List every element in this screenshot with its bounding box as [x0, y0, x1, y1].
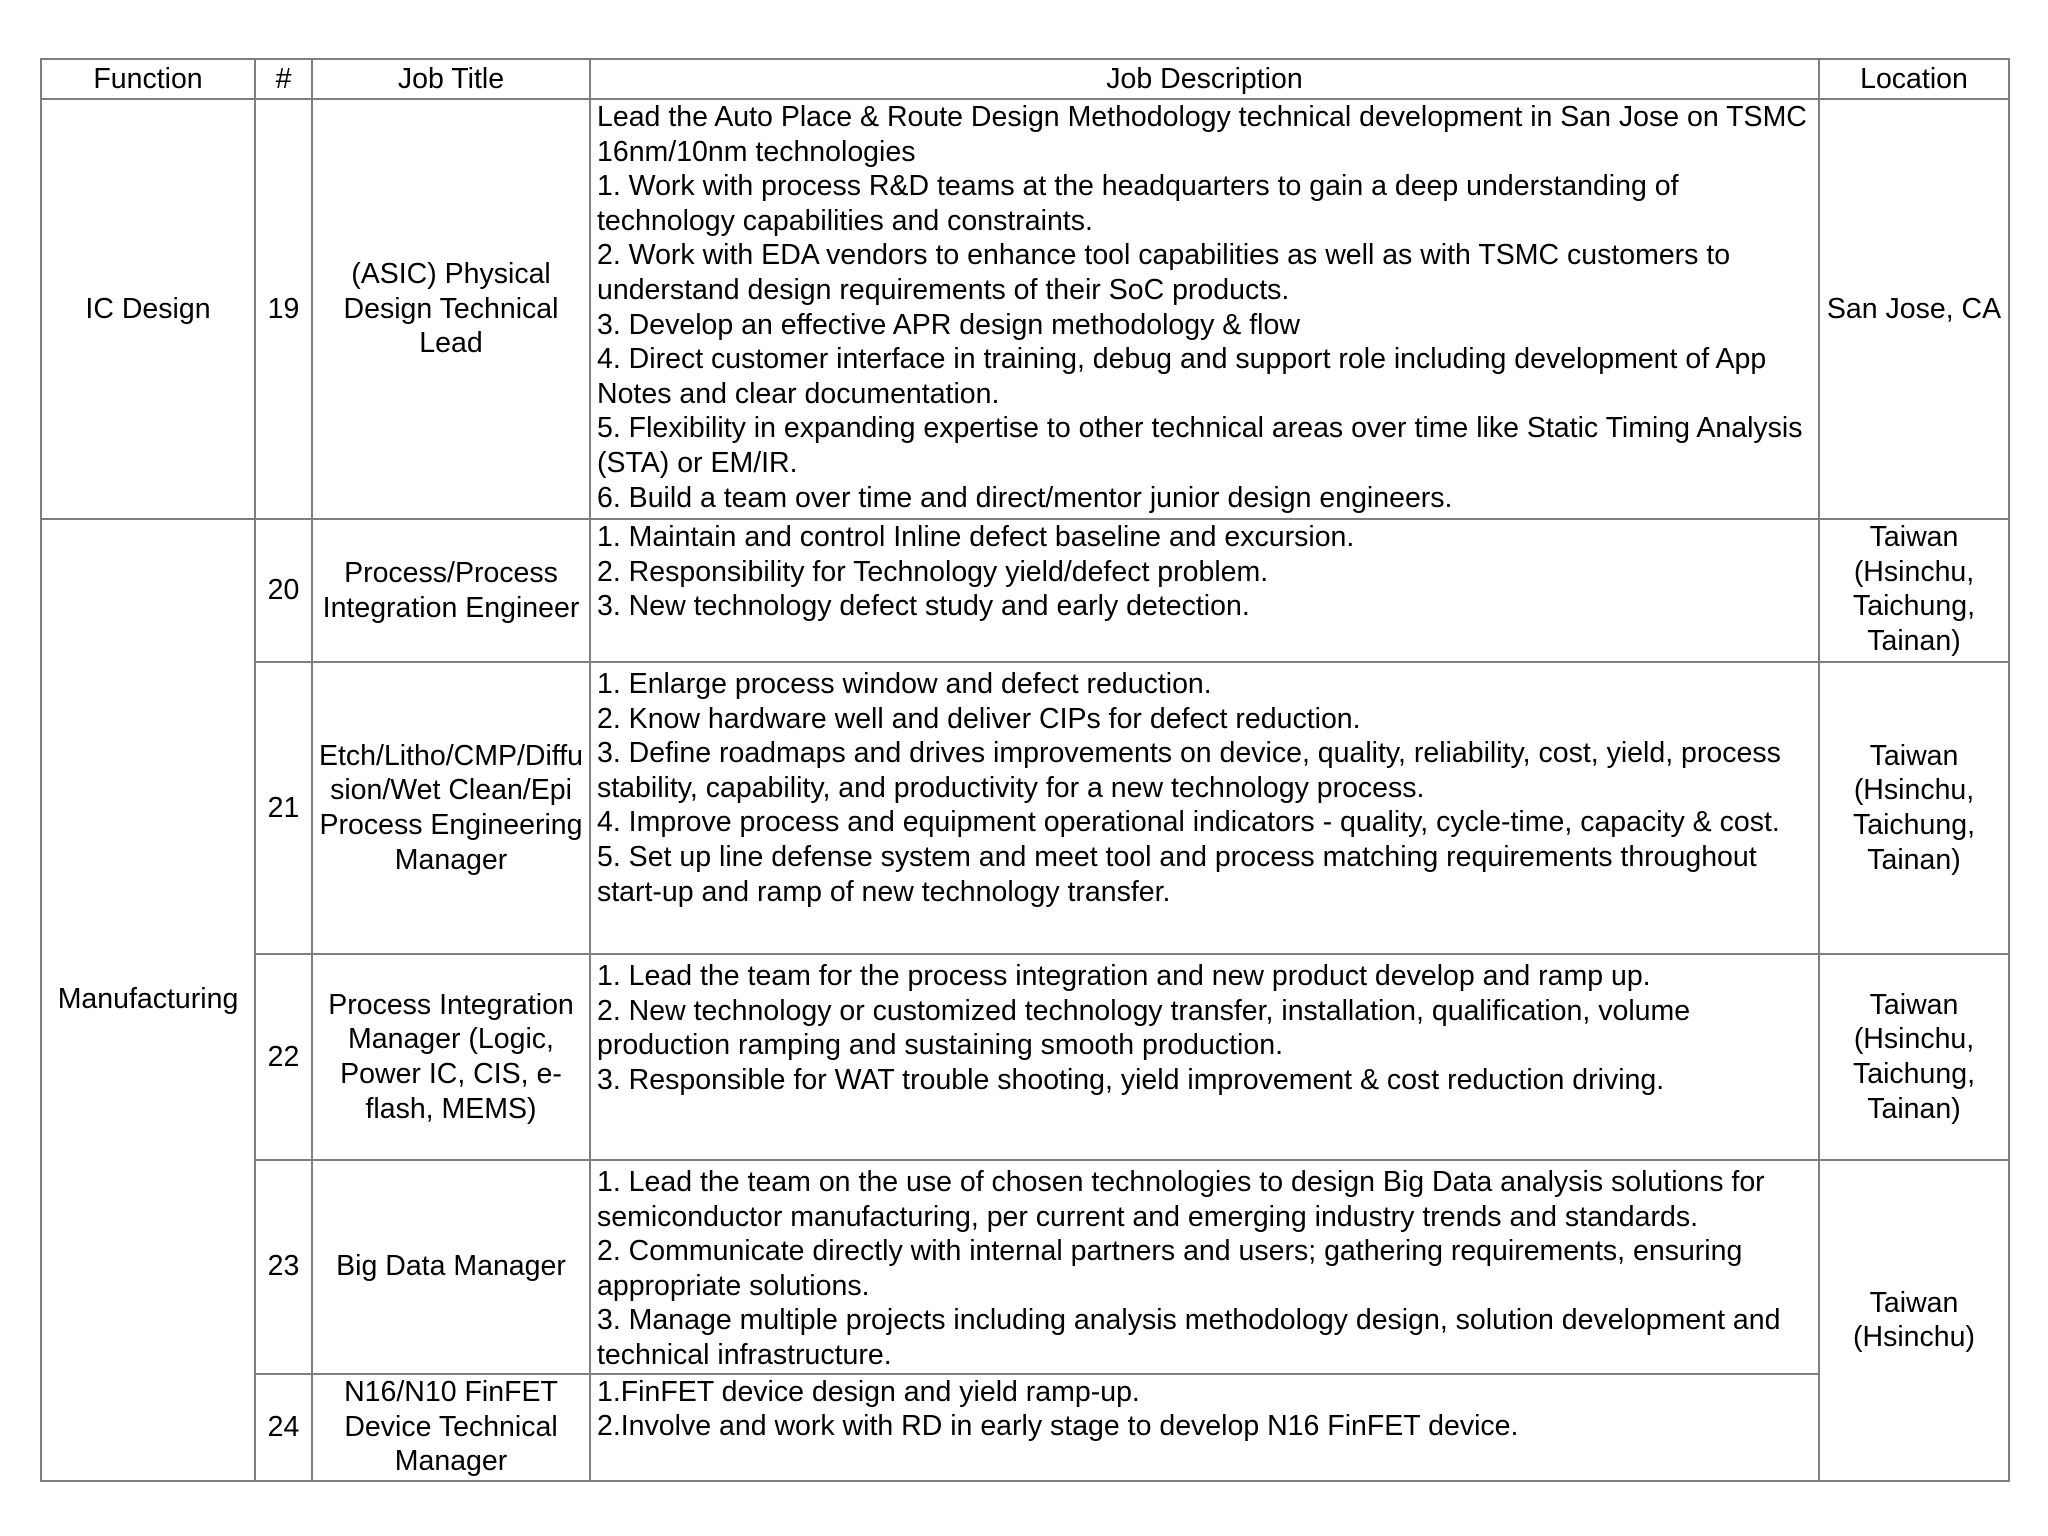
description-line: 1. Lead the team for the process integration and new product develop and ramp up. — [597, 960, 1651, 992]
header-location: Location — [1819, 59, 2009, 99]
job-number-cell: 23 — [255, 1160, 312, 1374]
description-line: 2. Communicate directly with internal partners and users; gathering requirements, ensuring appropriate solutions. — [597, 1235, 1743, 1302]
location-cell: Taiwan (Hsinchu, Taichung, Tainan) — [1819, 954, 2009, 1160]
description-line: 3. Develop an effective APR design methodology & flow — [597, 308, 1300, 341]
description-line: 4. Improve process and equipment operational indicators - quality, cycle-time, capacity & cost. — [597, 806, 1780, 839]
header-job-description: Job Description — [590, 59, 1819, 99]
description-line: 6. Build a team over time and direct/mentor junior design engineers. — [597, 481, 1453, 514]
description-line: 1. Lead the team on the use of chosen technologies to design Big Data analysis solutions for semiconductor manufacturing, per current and emerging industry trends and standards. — [597, 1166, 1765, 1233]
location-cell: Taiwan (Hsinchu) — [1819, 1160, 2009, 1481]
job-title-cell: (ASIC) Physical Design Technical Lead — [312, 99, 590, 519]
table-row — [41, 954, 2009, 1160]
description-line: 4. Direct customer interface in training, debug and support role including development of App Notes and clear documentation. — [597, 343, 1767, 410]
header-number: # — [255, 59, 312, 99]
job-title-cell: Process Integration Manager (Logic, Power IC, CIS, e-flash, MEMS) — [312, 954, 590, 1160]
job-description-cell — [590, 519, 1819, 662]
description-line: 3. Responsible for WAT trouble shooting, yield improvement & cost reduction driving. — [597, 1063, 1665, 1096]
function-cell: IC Design — [41, 99, 255, 519]
description-line: 1.FinFET device design and yield ramp-up. — [597, 1375, 1140, 1408]
job-title-cell: Process/Process Integration Engineer — [312, 519, 590, 662]
description-line: 5. Set up line defense system and meet tool and process matching requirements throughout start-up and ramp of new technology transfer. — [597, 840, 1757, 908]
location-cell: Taiwan (Hsinchu, Taichung, Tainan) — [1819, 519, 2009, 662]
table-row — [41, 519, 2009, 662]
header-row — [41, 59, 2009, 99]
description-line: 3. Manage multiple projects including analysis methodology design, solution development and technical infrastructure. — [597, 1304, 1781, 1371]
description-line: 1. Work with process R&D teams at the headquarters to gain a deep understanding of technology capabilities and constraints. — [597, 170, 1679, 237]
header-function: Function — [41, 59, 255, 99]
description-line: 2. New technology or customized technology transfer, installation, qualification, volume production ramping and sustaining smooth production. — [597, 994, 1691, 1062]
job-number-cell: 22 — [255, 954, 312, 1160]
description-line: 1. Maintain and control Inline defect baseline and excursion. — [597, 521, 1355, 553]
job-openings-table — [40, 58, 2010, 1482]
function-cell: Manufacturing — [41, 519, 255, 1481]
location-cell: San Jose, CA — [1819, 99, 2009, 519]
table-row — [41, 99, 2009, 519]
table-row — [41, 1374, 2009, 1481]
job-description-cell — [590, 662, 1819, 954]
description-line: 2. Know hardware well and deliver CIPs for defect reduction. — [597, 702, 1361, 735]
description-line: 2. Responsibility for Technology yield/defect problem. — [597, 555, 1269, 588]
description-line: 5. Flexibility in expanding expertise to other technical areas over time like Static Timing Analysis (STA) or EM/IR. — [597, 412, 1803, 479]
job-title-cell: Big Data Manager — [312, 1160, 590, 1374]
job-number-cell: 21 — [255, 662, 312, 954]
description-line: Lead the Auto Place & Route Design Methodology technical development in San Jose on TSMC 16nm/10nm technologies — [597, 101, 1807, 168]
table-row — [41, 662, 2009, 954]
job-description-cell — [590, 1374, 1819, 1481]
job-title-cell: N16/N10 FinFET Device Technical Manager — [312, 1374, 590, 1481]
description-line: 3. Define roadmaps and drives improvements on device, quality, reliability, cost, yield, process stability, capability, and productivity for a new technology process. — [597, 737, 1781, 804]
job-title-cell: Etch/Litho/CMP/Diffusion/Wet Clean/Epi Process Engineering Manager — [312, 662, 590, 954]
job-number-cell: 24 — [255, 1374, 312, 1481]
location-cell: Taiwan (Hsinchu, Taichung, Tainan) — [1819, 662, 2009, 954]
header-job-title: Job Title — [312, 59, 590, 99]
description-line: 2. Work with EDA vendors to enhance tool capabilities as well as with TSMC customers to understand design requirements of their SoC products. — [597, 239, 1731, 306]
job-number-cell: 19 — [255, 99, 312, 519]
job-description-cell — [590, 1160, 1819, 1374]
job-description-cell — [590, 99, 1819, 519]
table-row — [41, 1160, 2009, 1374]
job-number-cell: 20 — [255, 519, 312, 662]
description-line: 2.Involve and work with RD in early stage to develop N16 FinFET device. — [597, 1410, 1519, 1443]
description-line: 3. New technology defect study and early detection. — [597, 590, 1250, 623]
description-line: 1. Enlarge process window and defect reduction. — [597, 668, 1212, 700]
job-description-cell — [590, 954, 1819, 1160]
